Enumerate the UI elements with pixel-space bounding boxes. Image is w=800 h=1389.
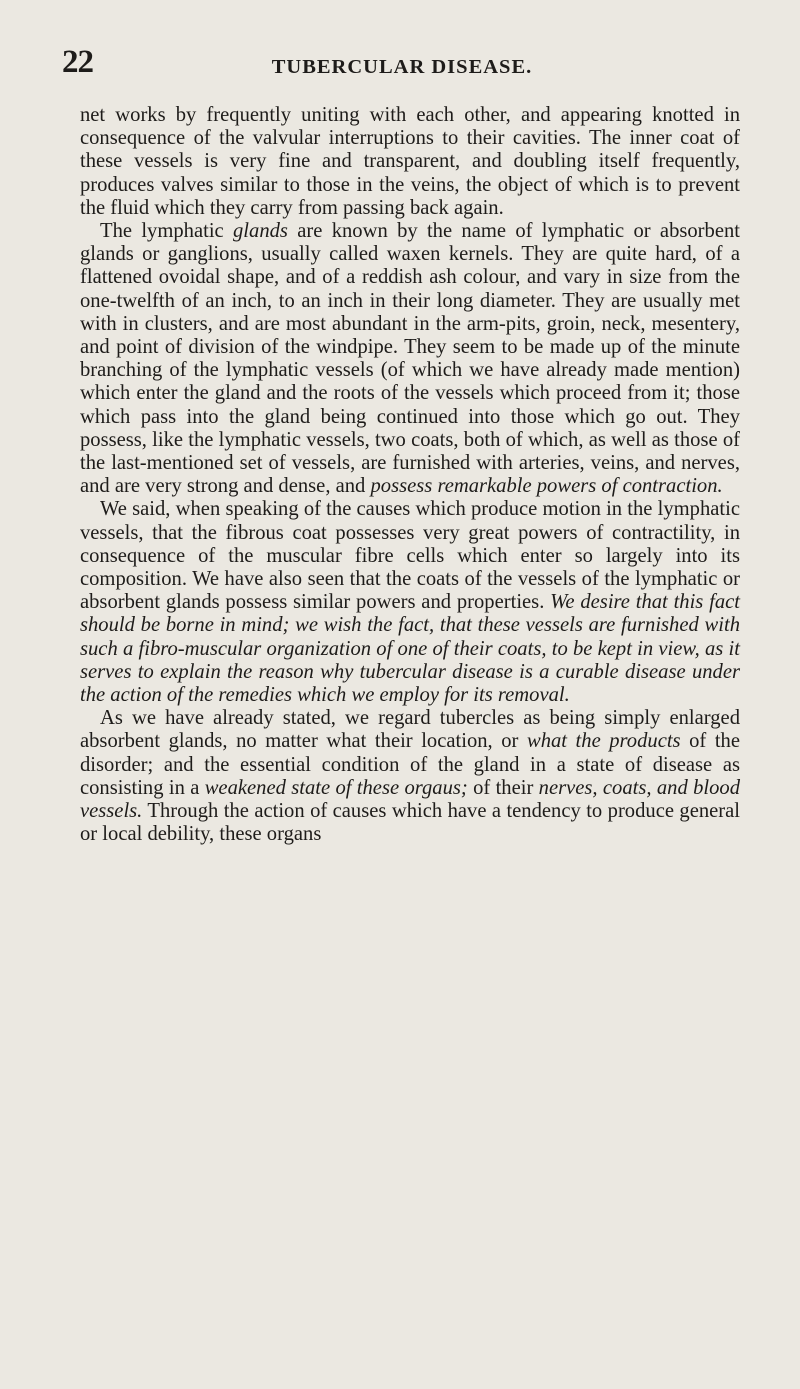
- running-head: [62, 44, 742, 82]
- text-run: net works by frequently uniting with each other, and appearing knotted in consequence of the valvular interruptions to their cavities. The inner coat of these vessels is very fine and transparent, and doubling itself frequently, produces valves similar to those in the veins, the object of which is to prevent the fluid which they carry from passing back again.: [80, 104, 740, 219]
- body-text: [80, 104, 740, 847]
- italic-text: possess remarkable powers of contraction.: [370, 475, 723, 498]
- text-run: We said, when speaking of the causes which produce motion in the lymphatic vessels, that the fibrous coat possesses very great powers of contractility, in consequence of the muscular fibre cells which enter so largely into its composition. We have also seen that the coats of the vessels of the lymphatic or absorbent glands possess similar powers and properties.: [80, 498, 740, 614]
- paragraph: [80, 220, 740, 498]
- text-run: As we have already stated, we regard tubercles as being simply enlarged absorbent glands, no matter what their location, or: [80, 707, 740, 753]
- italic-text: nerves, coats, and blood vessels.: [80, 776, 740, 823]
- italic-text: what the products: [526, 730, 681, 753]
- text-run: The lymphatic: [100, 220, 233, 243]
- page-number: 22: [62, 44, 93, 80]
- paragraph: [80, 498, 740, 707]
- text-run: are known by the name of lymphatic or absorbent glands or ganglions, usually called waxen kernels. They are quite hard, of a flattened ovoidal shape, and of a reddish ash colour, and vary in size from the one-twelfth of an inch, to an inch in their long diameter. They are usually met with in clusters, and are most abundant in the arm-pits, groin, neck, mesentery, and point of division of the windpipe. They seem to be made up of the minute branching of the lymphatic vessels (of which we have already made mention) which enter the gland and the roots of the vessels which proceed from it; those which pass into the gland being continued into those which go out. They possess, like the lymphatic vessels, two coats, both of which, as well as those of the last-mentioned set of vessels, are furnished with arteries, veins, and nerves, and are very strong and dense, and: [80, 220, 740, 498]
- text-run: of their: [467, 776, 539, 799]
- running-title: TUBERCULAR DISEASE.: [271, 56, 533, 78]
- paragraph: [80, 707, 740, 846]
- text-run: Through the action of causes which have a tendency to produce general or local debility, these organs: [80, 800, 740, 846]
- italic-text: weakened state of these orgaus;: [204, 776, 468, 799]
- italic-text: We desire that this fact should be borne in mind; we wish the fact, that these vessels are furnished with such a fibro-muscular organization of one of their coats, to be kept in view, as it serves to explain the reason why tubercular disease is a curable disease under the action of the remedies which we employ for its removal.: [80, 591, 741, 707]
- paragraph: [80, 104, 740, 220]
- italic-text: glands: [233, 220, 288, 243]
- text-run: of the disorder; and the essential condition of the gland in a state of disease as consisting in a: [80, 730, 740, 799]
